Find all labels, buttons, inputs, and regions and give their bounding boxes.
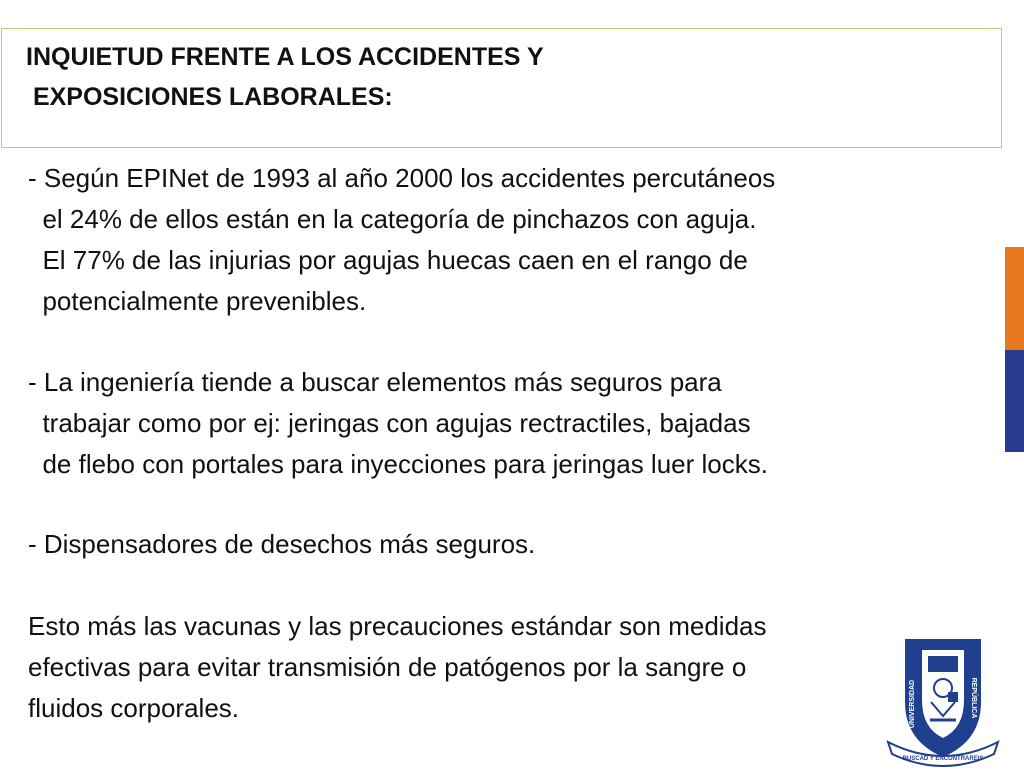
body-line: - Según EPINet de 1993 al año 2000 los accidentes percutáneos [28,163,776,193]
body-line: - La ingeniería tiende a buscar elementos más seguros para [28,367,722,397]
svg-text:UNIVERSIDAD: UNIVERSIDAD [909,679,916,729]
body-line: de flebo con portales para inyecciones para jeringas luer locks. [28,449,768,479]
university-crest-logo [878,632,1008,768]
body-line: el 24% de ellos están en la categoría de pinchazos con aguja. [28,204,757,234]
body-line: El 77% de las injurias por agujas huecas caen en el rango de [28,245,748,275]
body-line: trabajar como por ej: jeringas con agujas rectractiles, bajadas [28,408,751,438]
svg-text:BUSCAD Y ENCONTRAREIS: BUSCAD Y ENCONTRAREIS [902,756,984,762]
body-line: Esto más las vacunas y las precauciones estándar son medidas [28,611,767,641]
body-line: fluidos corporales. [28,693,239,723]
title-box [1,28,1002,148]
svg-text:REPÚBLICA: REPÚBLICA [970,677,977,719]
body-line: efectivas para evitar transmisión de patógenos por la sangre o [28,652,747,682]
side-bar-orange [1005,247,1024,350]
side-bar-blue [1005,350,1024,452]
body-line: - Dispensadores de desechos más seguros. [28,529,536,559]
body-line: potencialmente prevenibles. [28,286,367,316]
slide-title-line-1: INQUIETUD FRENTE A LOS ACCIDENTES Y [26,43,544,71]
slide-title-line-2: EXPOSICIONES LABORALES: [26,83,393,111]
